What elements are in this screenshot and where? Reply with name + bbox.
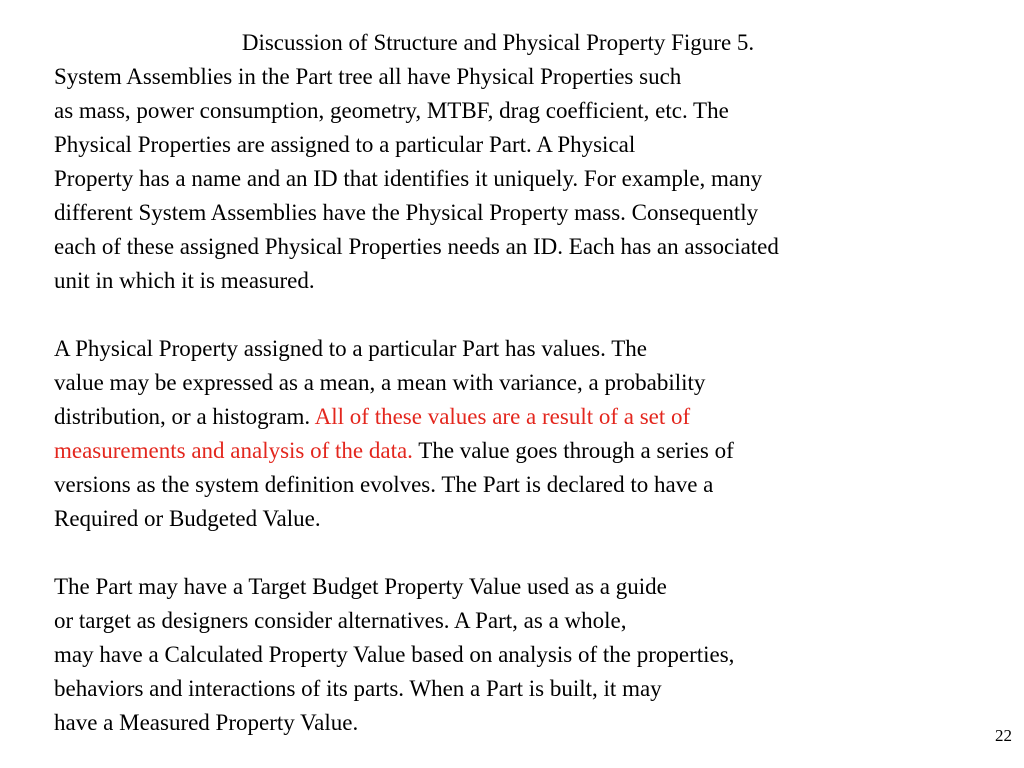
text-segment: distribution, or a histogram. [54,404,311,429]
text-line: value may be expressed as a mean, a mean with variance, a probability [54,370,706,395]
text-line: each of these assigned Physical Properties needs an ID. Each has an associated [54,234,779,259]
slide-title: Discussion of Structure and Physical Property Figure 5. [241,30,755,55]
text-line: The Part may have a Target Budget Property Value used as a guide [54,574,667,599]
paragraph-spacer [54,298,1014,332]
slide-body [54,60,1014,740]
text-line: behaviors and interactions of its parts. When a Part is built, it may [54,676,662,701]
text-line: Physical Properties are assigned to a particular Part. A Physical [54,132,636,157]
paragraph-2 [54,332,1014,536]
paragraph-1 [54,60,1014,298]
paragraph-spacer [54,536,1014,570]
text-line: have a Measured Property Value. [54,710,359,735]
highlighted-text: All of these values are a result of a set of [314,404,691,429]
highlighted-text: measurements and analysis of the data. [54,438,413,463]
text-line: as mass, power consumption, geometry, MTBF, drag coefficient, etc. The [54,98,729,123]
text-line: different System Assemblies have the Physical Property mass. Consequently [54,200,759,225]
text-line: Property has a name and an ID that identifies it uniquely. For example, many [54,166,763,191]
text-line-mixed [54,400,1014,434]
text-segment: The value goes through a series of [418,438,734,463]
text-line: unit in which it is measured. [54,268,315,293]
text-line: or target as designers consider alternatives. A Part, as a whole, [54,608,627,633]
text-line: may have a Calculated Property Value based on analysis of the properties, [54,642,735,667]
text-line: System Assemblies in the Part tree all have Physical Properties such [54,64,682,89]
text-line: versions as the system definition evolves. The Part is declared to have a [54,472,714,497]
text-line: A Physical Property assigned to a particular Part has values. The [54,336,647,361]
text-line-mixed [54,434,1014,468]
text-line: Required or Budgeted Value. [54,506,321,531]
page-number: 22 [995,726,1012,745]
paragraph-3 [54,570,1014,740]
